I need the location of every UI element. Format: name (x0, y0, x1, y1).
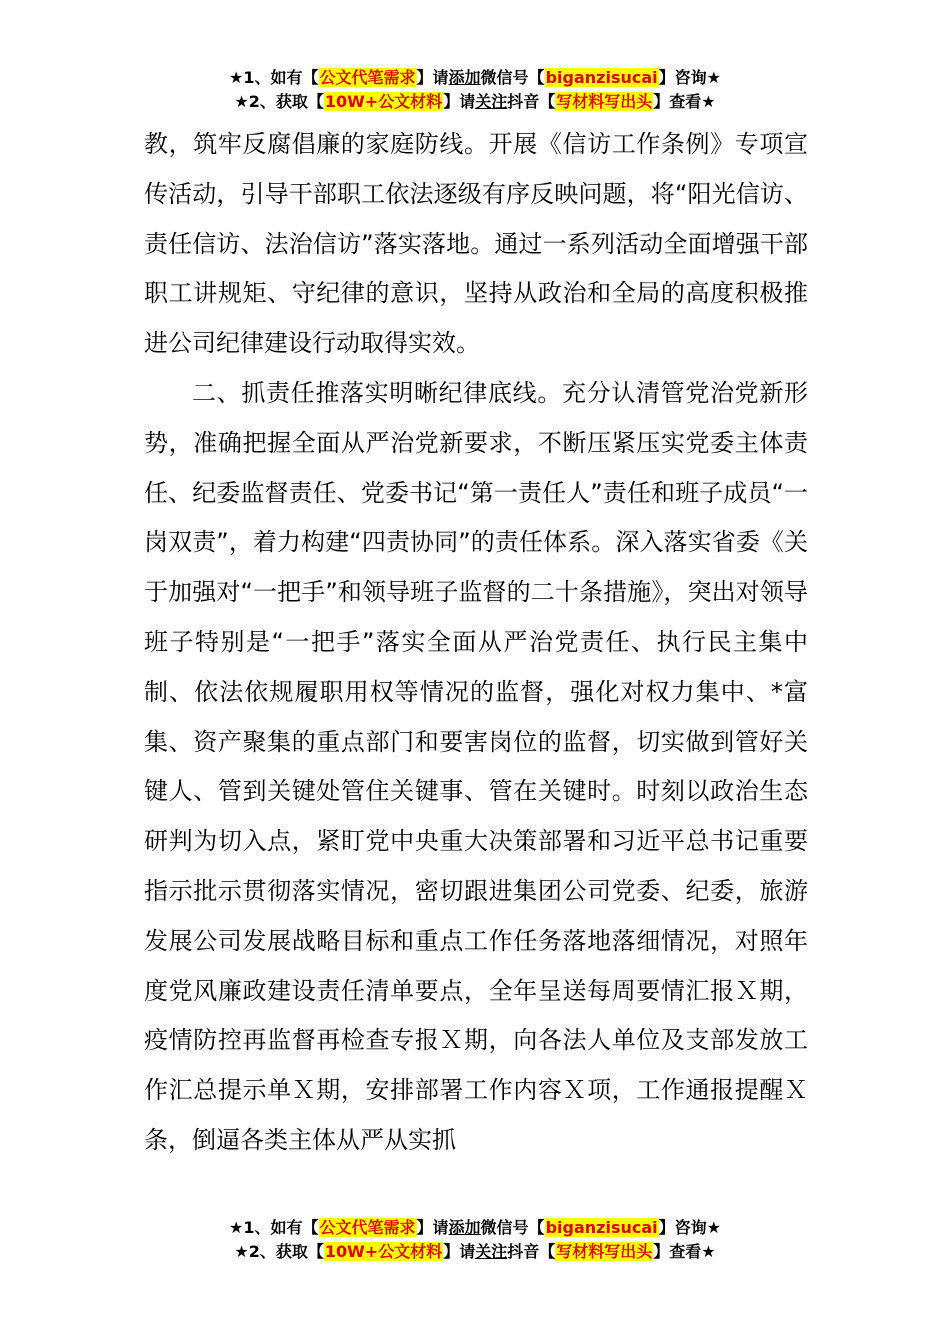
banner-line-2: ★2、获取【10W+公文材料】请关注抖音【写材料写出头】查看★ (234, 92, 716, 111)
banner-line-2: ★2、获取【10W+公文材料】请关注抖音【写材料写出头】查看★ (234, 1242, 716, 1261)
paragraph-section-two: 二、抓责任推落实明晰纪律底线。充分认清管党治党新形势，准确把握全面从严治党新要求，不断压紧压实党委主体责任、纪委监督责任、党委书记“第一责任人”责任和班子成员“一岗双责”，着力构建“四责协同”的责任体系。深入落实省委《关于加强对“一把手”和领导班子监督的二十条措施》，突出对领导班子特别是“一把手”落实全面从严治党责任、执行民主集中制、依法依规履职用权等情况的监督，强化对权力集中、*富集、资产聚集的重点部门和要害岗位的监督，切实做到管好关键人、管到关键处管住关键事、管在关键时。时刻以政治生态研判为切入点，紧盯党中央重大决策部署和习近平总书记重要指示批示贯彻落实情况，密切跟进集团公司党委、纪委，旅游发展公司发展战略目标和重点工作任务落地落细情况，对照年度党风廉政建设责任清单要点，全年呈送每周要情汇报Ｘ期，疫情防控再监督再检查专报Ｘ期，向各法人单位及支部发放工作汇总提示单Ｘ期，安排部署工作内容Ｘ项，工作通报提醒Ｘ条，倒逼各类主体从严从实抓 (144, 378, 808, 1154)
highlight-wechat-id: biganzisucai (545, 68, 658, 87)
footer-banner (0, 1216, 950, 1264)
header-banner (0, 66, 950, 114)
highlight-douyin: 写材料写出头 (556, 1242, 653, 1261)
highlight-douyin: 写材料写出头 (556, 92, 653, 111)
banner-line-1: ★1、如有【公文代笔需求】请添加微信号【biganzisucai】咨询★ (229, 1218, 721, 1237)
document-body (144, 120, 808, 1166)
paragraph-continuation: 教，筑牢反腐倡廉的家庭防线。开展《信访工作条例》专项宣传活动，引导干部职工依法逐级有序反映问题，将“阳光信访、责任信访、法治信访”落实落地。通过一系列活动全面增强干部职工讲规矩、守纪律的意识，坚持从政治和全局的高度积极推进公司纪律建设行动取得实效。 (144, 130, 808, 358)
highlight-wechat-id: biganzisucai (545, 1218, 658, 1237)
highlight-materials: 10W+公文材料 (324, 1242, 443, 1261)
banner-line-1: ★1、如有【公文代笔需求】请添加微信号【biganzisucai】咨询★ (229, 68, 721, 87)
highlight-materials: 10W+公文材料 (324, 92, 443, 111)
highlight-service: 公文代笔需求 (319, 68, 416, 87)
highlight-service: 公文代笔需求 (319, 1218, 416, 1237)
